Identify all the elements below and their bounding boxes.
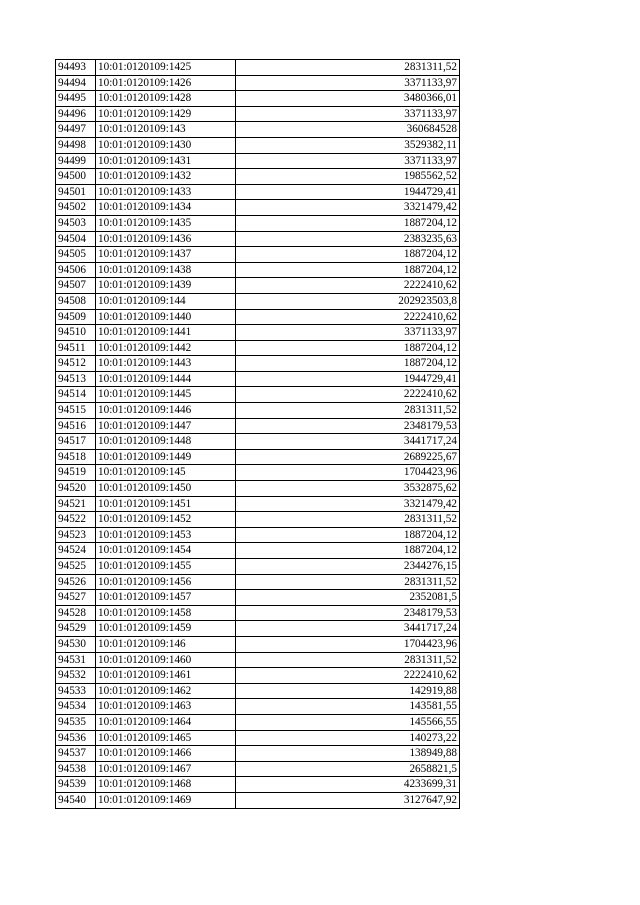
value-cell: 2689225,67 <box>236 449 460 465</box>
row-number-cell: 94501 <box>56 184 96 200</box>
table-row <box>56 309 460 325</box>
value-cell: 1944729,41 <box>236 371 460 387</box>
value-cell: 143581,55 <box>236 699 460 715</box>
row-number-cell: 94539 <box>56 777 96 793</box>
table-row <box>56 137 460 153</box>
table-row <box>56 356 460 372</box>
cadastral-code-cell: 10:01:0120109:1453 <box>96 527 236 543</box>
value-cell: 2348179,53 <box>236 418 460 434</box>
cadastral-code-cell: 10:01:0120109:1438 <box>96 262 236 278</box>
cadastral-code-cell: 10:01:0120109:1461 <box>96 668 236 684</box>
row-number-cell: 94514 <box>56 387 96 403</box>
row-number-cell: 94519 <box>56 465 96 481</box>
cadastral-code-cell: 10:01:0120109:1459 <box>96 621 236 637</box>
cadastral-code-cell: 10:01:0120109:1440 <box>96 309 236 325</box>
cadastral-code-cell: 10:01:0120109:1464 <box>96 714 236 730</box>
value-cell: 3532875,62 <box>236 481 460 497</box>
table-row <box>56 153 460 169</box>
value-cell: 1944729,41 <box>236 184 460 200</box>
value-cell: 2831311,52 <box>236 60 460 76</box>
cadastral-code-cell: 10:01:0120109:1449 <box>96 449 236 465</box>
row-number-cell: 94518 <box>56 449 96 465</box>
table-row <box>56 512 460 528</box>
table-row <box>56 434 460 450</box>
table-row <box>56 761 460 777</box>
row-number-cell: 94515 <box>56 403 96 419</box>
table-row <box>56 481 460 497</box>
row-number-cell: 94511 <box>56 340 96 356</box>
cadastral-code-cell: 10:01:0120109:1445 <box>96 387 236 403</box>
value-cell: 1704423,96 <box>236 636 460 652</box>
table-row <box>56 590 460 606</box>
value-cell: 3371133,97 <box>236 153 460 169</box>
cadastral-code-cell: 10:01:0120109:1458 <box>96 605 236 621</box>
value-cell: 3480366,01 <box>236 91 460 107</box>
value-cell: 1887204,12 <box>236 527 460 543</box>
value-cell: 2831311,52 <box>236 574 460 590</box>
value-cell: 2383235,63 <box>236 231 460 247</box>
value-cell: 2831311,52 <box>236 652 460 668</box>
row-number-cell: 94531 <box>56 652 96 668</box>
row-number-cell: 94521 <box>56 496 96 512</box>
value-cell: 3441717,24 <box>236 434 460 450</box>
value-cell: 2222410,62 <box>236 387 460 403</box>
row-number-cell: 94523 <box>56 527 96 543</box>
row-number-cell: 94512 <box>56 356 96 372</box>
table-row <box>56 792 460 808</box>
cadastral-code-cell: 10:01:0120109:1465 <box>96 730 236 746</box>
value-cell: 2222410,62 <box>236 309 460 325</box>
row-number-cell: 94499 <box>56 153 96 169</box>
row-number-cell: 94513 <box>56 371 96 387</box>
cadastral-code-cell: 10:01:0120109:145 <box>96 465 236 481</box>
value-cell: 3529382,11 <box>236 137 460 153</box>
cadastral-code-cell: 10:01:0120109:1451 <box>96 496 236 512</box>
value-cell: 2658821,5 <box>236 761 460 777</box>
table-row <box>56 543 460 559</box>
value-cell: 3371133,97 <box>236 75 460 91</box>
value-cell: 2222410,62 <box>236 278 460 294</box>
row-number-cell: 94540 <box>56 792 96 808</box>
table-body <box>56 60 460 809</box>
value-cell: 3127647,92 <box>236 792 460 808</box>
row-number-cell: 94522 <box>56 512 96 528</box>
value-cell: 1985562,52 <box>236 169 460 185</box>
cadastral-code-cell: 10:01:0120109:1463 <box>96 699 236 715</box>
table-row <box>56 668 460 684</box>
row-number-cell: 94509 <box>56 309 96 325</box>
cadastral-code-cell: 10:01:0120109:1432 <box>96 169 236 185</box>
cadastral-code-cell: 10:01:0120109:1452 <box>96 512 236 528</box>
cadastral-code-cell: 10:01:0120109:1433 <box>96 184 236 200</box>
table-row <box>56 293 460 309</box>
cadastral-code-cell: 10:01:0120109:1455 <box>96 559 236 575</box>
row-number-cell: 94500 <box>56 169 96 185</box>
value-cell: 140273,22 <box>236 730 460 746</box>
table-row <box>56 605 460 621</box>
table-row <box>56 449 460 465</box>
cadastral-code-cell: 10:01:0120109:1425 <box>96 60 236 76</box>
value-cell: 142919,88 <box>236 683 460 699</box>
row-number-cell: 94504 <box>56 231 96 247</box>
table-row <box>56 75 460 91</box>
row-number-cell: 94536 <box>56 730 96 746</box>
cadastral-code-cell: 10:01:0120109:144 <box>96 293 236 309</box>
value-cell: 360684528 <box>236 122 460 138</box>
row-number-cell: 94537 <box>56 746 96 762</box>
table-row <box>56 621 460 637</box>
row-number-cell: 94520 <box>56 481 96 497</box>
table-row <box>56 527 460 543</box>
row-number-cell: 94525 <box>56 559 96 575</box>
value-cell: 3321479,42 <box>236 496 460 512</box>
table-row <box>56 371 460 387</box>
cadastral-code-cell: 10:01:0120109:1447 <box>96 418 236 434</box>
value-cell: 1704423,96 <box>236 465 460 481</box>
row-number-cell: 94532 <box>56 668 96 684</box>
table-row <box>56 387 460 403</box>
cadastral-code-cell: 10:01:0120109:1434 <box>96 200 236 216</box>
value-cell: 1887204,12 <box>236 340 460 356</box>
table-row <box>56 403 460 419</box>
cadastral-code-cell: 10:01:0120109:1437 <box>96 247 236 263</box>
value-cell: 1887204,12 <box>236 543 460 559</box>
row-number-cell: 94535 <box>56 714 96 730</box>
row-number-cell: 94496 <box>56 106 96 122</box>
row-number-cell: 94495 <box>56 91 96 107</box>
value-cell: 2344276,15 <box>236 559 460 575</box>
cadastral-code-cell: 10:01:0120109:1435 <box>96 215 236 231</box>
value-cell: 3371133,97 <box>236 106 460 122</box>
table-row <box>56 636 460 652</box>
table-row <box>56 184 460 200</box>
value-cell: 1887204,12 <box>236 215 460 231</box>
cadastral-code-cell: 10:01:0120109:1436 <box>96 231 236 247</box>
table-row <box>56 60 460 76</box>
row-number-cell: 94530 <box>56 636 96 652</box>
row-number-cell: 94510 <box>56 325 96 341</box>
table-row <box>56 200 460 216</box>
table-row <box>56 574 460 590</box>
table-row <box>56 652 460 668</box>
table-row <box>56 714 460 730</box>
row-number-cell: 94529 <box>56 621 96 637</box>
table-row <box>56 699 460 715</box>
row-number-cell: 94517 <box>56 434 96 450</box>
row-number-cell: 94505 <box>56 247 96 263</box>
cadastral-code-cell: 10:01:0120109:1444 <box>96 371 236 387</box>
cadastral-code-cell: 10:01:0120109:1441 <box>96 325 236 341</box>
cadastral-code-cell: 10:01:0120109:146 <box>96 636 236 652</box>
value-cell: 1887204,12 <box>236 247 460 263</box>
data-table <box>55 59 460 809</box>
cadastral-code-cell: 10:01:0120109:1454 <box>96 543 236 559</box>
table-row <box>56 91 460 107</box>
table-row <box>56 215 460 231</box>
value-cell: 2831311,52 <box>236 512 460 528</box>
cadastral-code-cell: 10:01:0120109:1428 <box>96 91 236 107</box>
row-number-cell: 94497 <box>56 122 96 138</box>
value-cell: 3321479,42 <box>236 200 460 216</box>
row-number-cell: 94538 <box>56 761 96 777</box>
row-number-cell: 94527 <box>56 590 96 606</box>
cadastral-code-cell: 10:01:0120109:143 <box>96 122 236 138</box>
cadastral-code-cell: 10:01:0120109:1462 <box>96 683 236 699</box>
cadastral-code-cell: 10:01:0120109:1450 <box>96 481 236 497</box>
cadastral-code-cell: 10:01:0120109:1426 <box>96 75 236 91</box>
table-row <box>56 231 460 247</box>
cadastral-code-cell: 10:01:0120109:1448 <box>96 434 236 450</box>
cadastral-code-cell: 10:01:0120109:1429 <box>96 106 236 122</box>
table-row <box>56 777 460 793</box>
cadastral-code-cell: 10:01:0120109:1460 <box>96 652 236 668</box>
cadastral-code-cell: 10:01:0120109:1466 <box>96 746 236 762</box>
table-row <box>56 325 460 341</box>
table-row <box>56 106 460 122</box>
table-row <box>56 465 460 481</box>
value-cell: 2352081,5 <box>236 590 460 606</box>
row-number-cell: 94516 <box>56 418 96 434</box>
table-row <box>56 559 460 575</box>
value-cell: 1887204,12 <box>236 262 460 278</box>
table-row <box>56 122 460 138</box>
value-cell: 1887204,12 <box>236 356 460 372</box>
value-cell: 2831311,52 <box>236 403 460 419</box>
cadastral-code-cell: 10:01:0120109:1456 <box>96 574 236 590</box>
row-number-cell: 94506 <box>56 262 96 278</box>
row-number-cell: 94524 <box>56 543 96 559</box>
cadastral-code-cell: 10:01:0120109:1446 <box>96 403 236 419</box>
row-number-cell: 94494 <box>56 75 96 91</box>
cadastral-code-cell: 10:01:0120109:1439 <box>96 278 236 294</box>
table-row <box>56 340 460 356</box>
value-cell: 202923503,8 <box>236 293 460 309</box>
cadastral-code-cell: 10:01:0120109:1467 <box>96 761 236 777</box>
table-row <box>56 746 460 762</box>
table-row <box>56 730 460 746</box>
cadastral-code-cell: 10:01:0120109:1431 <box>96 153 236 169</box>
row-number-cell: 94503 <box>56 215 96 231</box>
row-number-cell: 94533 <box>56 683 96 699</box>
row-number-cell: 94502 <box>56 200 96 216</box>
cadastral-code-cell: 10:01:0120109:1430 <box>96 137 236 153</box>
row-number-cell: 94528 <box>56 605 96 621</box>
value-cell: 2222410,62 <box>236 668 460 684</box>
value-cell: 3441717,24 <box>236 621 460 637</box>
value-cell: 3371133,97 <box>236 325 460 341</box>
value-cell: 145566,55 <box>236 714 460 730</box>
cadastral-code-cell: 10:01:0120109:1442 <box>96 340 236 356</box>
row-number-cell: 94534 <box>56 699 96 715</box>
cadastral-code-cell: 10:01:0120109:1457 <box>96 590 236 606</box>
cadastral-code-cell: 10:01:0120109:1443 <box>96 356 236 372</box>
table-row <box>56 169 460 185</box>
row-number-cell: 94493 <box>56 60 96 76</box>
table-row <box>56 278 460 294</box>
row-number-cell: 94508 <box>56 293 96 309</box>
table-row <box>56 247 460 263</box>
table-row <box>56 683 460 699</box>
cadastral-code-cell: 10:01:0120109:1469 <box>96 792 236 808</box>
value-cell: 4233699,31 <box>236 777 460 793</box>
table-row <box>56 418 460 434</box>
row-number-cell: 94498 <box>56 137 96 153</box>
value-cell: 2348179,53 <box>236 605 460 621</box>
table-row <box>56 262 460 278</box>
cadastral-code-cell: 10:01:0120109:1468 <box>96 777 236 793</box>
row-number-cell: 94507 <box>56 278 96 294</box>
row-number-cell: 94526 <box>56 574 96 590</box>
table-row <box>56 496 460 512</box>
value-cell: 138949,88 <box>236 746 460 762</box>
